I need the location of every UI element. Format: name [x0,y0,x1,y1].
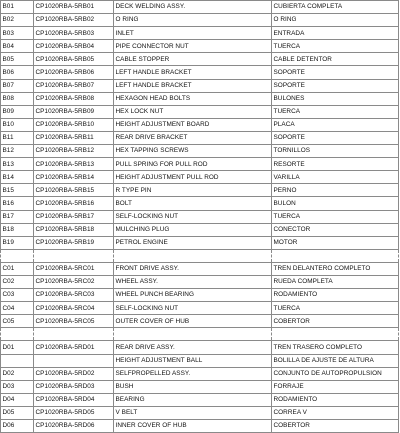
table-row [1,367,399,380]
item-code-cell: B04 [1,40,34,53]
table-row [1,27,399,40]
part-number-cell: CP1020RBA-5RD06 [34,420,114,433]
item-code-cell: B15 [1,184,34,197]
spanish-description-cell: TUERCA [272,40,399,53]
item-code-cell: B19 [1,236,34,249]
description-cell: BEARING [114,393,272,406]
spanish-description-cell: MOTOR [272,236,399,249]
part-number-cell: CP1020RBA-5RB13 [34,158,114,171]
table-row [1,79,399,92]
spanish-description-cell [272,328,399,341]
table-row [1,158,399,171]
part-number-cell: CP1020RBA-5RB01 [34,1,114,14]
item-code-cell: B13 [1,158,34,171]
item-code-cell: D02 [1,367,34,380]
description-cell: FRONT DRIVE ASSY. [114,262,272,275]
part-number-cell: CP1020RBA-5RB11 [34,131,114,144]
part-number-cell: CP1020RBA-5RB19 [34,236,114,249]
item-code-cell: B16 [1,197,34,210]
description-cell: INNER COVER OF HUB [114,420,272,433]
item-code-cell: B02 [1,14,34,27]
item-code-cell: B09 [1,105,34,118]
table-row [1,249,399,262]
description-cell: O RING [114,14,272,27]
item-code-cell: C05 [1,315,34,328]
spanish-description-cell: PLACA [272,118,399,131]
description-cell: REAR DRIVE ASSY. [114,341,272,354]
table-row [1,420,399,433]
spanish-description-cell: CABLE DETENTOR [272,53,399,66]
spanish-description-cell: RUEDA COMPLETA [272,275,399,288]
table-row [1,197,399,210]
spanish-description-cell: RODAMIENTO [272,393,399,406]
description-cell: PULL SPRING FOR PULL ROD [114,158,272,171]
item-code-cell: C01 [1,262,34,275]
description-cell: PIPE CONNECTOR NUT [114,40,272,53]
item-code-cell: B03 [1,27,34,40]
table-row [1,131,399,144]
table-row [1,406,399,419]
spanish-description-cell: SOPORTE [272,79,399,92]
item-code-cell: B17 [1,210,34,223]
description-cell: SELFPROPELLED ASSY. [114,367,272,380]
part-number-cell: CP1020RBA-5RB16 [34,197,114,210]
spanish-description-cell: FORRAJE [272,380,399,393]
spanish-description-cell: SOPORTE [272,66,399,79]
item-code-cell: B12 [1,145,34,158]
item-code-cell: B14 [1,171,34,184]
description-cell: PETROL ENGINE [114,236,272,249]
description-cell: WHEEL ASSY. [114,275,272,288]
part-number-cell: CP1020RBA-5RB15 [34,184,114,197]
table-row [1,380,399,393]
spanish-description-cell: CONJUNTO DE AUTOPROPULSION [272,367,399,380]
description-cell: SELF-LOCKING NUT [114,210,272,223]
spanish-description-cell: RESORTE [272,158,399,171]
table-row [1,354,399,367]
table-row [1,223,399,236]
table-row [1,236,399,249]
part-number-cell: CP1020RBA-5RB09 [34,105,114,118]
spanish-description-cell [272,249,399,262]
item-code-cell: C03 [1,289,34,302]
item-code-cell: B08 [1,92,34,105]
item-code-cell: D05 [1,406,34,419]
item-code-cell: B18 [1,223,34,236]
item-code-cell: B05 [1,53,34,66]
item-code-cell: B07 [1,79,34,92]
table-row [1,302,399,315]
table-row [1,53,399,66]
table-row [1,341,399,354]
part-number-cell: CP1020RBA-5RB08 [34,92,114,105]
spanish-description-cell: VARILLA [272,171,399,184]
description-cell: HEIGHT ADJUSTMENT BALL [114,354,272,367]
part-number-cell: CP1020RBA-5RB18 [34,223,114,236]
spanish-description-cell: COBERTOR [272,315,399,328]
description-cell: HEX TAPPING SCREWS [114,145,272,158]
description-cell: LEFT HANDLE BRACKET [114,66,272,79]
part-number-cell [34,354,114,367]
spanish-description-cell: TORNILLOS [272,145,399,158]
item-code-cell: D06 [1,420,34,433]
spanish-description-cell: CUBIERTA COMPLETA [272,1,399,14]
spanish-description-cell: BULON [272,197,399,210]
item-code-cell: C02 [1,275,34,288]
spanish-description-cell: O RING [272,14,399,27]
description-cell: V BELT [114,406,272,419]
part-number-cell: CP1020RBA-5RB10 [34,118,114,131]
spanish-description-cell: RODAMIENTO [272,289,399,302]
part-number-cell: CP1020RBA-5RB07 [34,79,114,92]
description-cell: SELF-LOCKING NUT [114,302,272,315]
description-cell: BOLT [114,197,272,210]
table-row [1,262,399,275]
item-code-cell [1,328,34,341]
part-number-cell: CP1020RBA-5RB04 [34,40,114,53]
item-code-cell: C04 [1,302,34,315]
spanish-description-cell: TREN TRASERO COMPLETO [272,341,399,354]
part-number-cell: CP1020RBA-5RB12 [34,145,114,158]
description-cell: WHEEL PUNCH BEARING [114,289,272,302]
table-row [1,328,399,341]
item-code-cell: B11 [1,131,34,144]
item-code-cell: B10 [1,118,34,131]
part-number-cell: CP1020RBA-5RC01 [34,262,114,275]
table-row [1,145,399,158]
description-cell: HEXAGON HEAD BOLTS [114,92,272,105]
table-row [1,66,399,79]
table-row [1,315,399,328]
description-cell: HEIGHT ADJUSTMENT BOARD [114,118,272,131]
item-code-cell: B06 [1,66,34,79]
spanish-description-cell: TUERCA [272,210,399,223]
part-number-cell: CP1020RBA-5RC03 [34,289,114,302]
part-number-cell: CP1020RBA-5RC04 [34,302,114,315]
part-number-cell: CP1020RBA-5RD05 [34,406,114,419]
description-cell: DECK WELDING ASSY. [114,1,272,14]
description-cell: BUSH [114,380,272,393]
description-cell: HEX LOCK NUT [114,105,272,118]
table-row [1,289,399,302]
table-row [1,171,399,184]
spanish-description-cell: CORREA V [272,406,399,419]
part-number-cell: CP1020RBA-5RD02 [34,367,114,380]
table-row [1,14,399,27]
item-code-cell: D04 [1,393,34,406]
description-cell: CABLE STOPPER [114,53,272,66]
table-row [1,118,399,131]
spanish-description-cell: CONECTOR [272,223,399,236]
spanish-description-cell: TREN DELANTERO COMPLETO [272,262,399,275]
part-number-cell: CP1020RBA-5RB02 [34,14,114,27]
spanish-description-cell: SOPORTE [272,131,399,144]
part-number-cell: CP1020RBA-5RC05 [34,315,114,328]
part-number-cell: CP1020RBA-5RC02 [34,275,114,288]
description-cell: INLET [114,27,272,40]
description-cell: R TYPE PIN [114,184,272,197]
table-row [1,210,399,223]
item-code-cell: B01 [1,1,34,14]
table-row [1,393,399,406]
table-row [1,275,399,288]
part-number-cell: CP1020RBA-5RD03 [34,380,114,393]
part-number-cell: CP1020RBA-5RB17 [34,210,114,223]
description-cell: LEFT HANDLE BRACKET [114,79,272,92]
part-number-cell [34,249,114,262]
description-cell: HEIGHT ADJUSTMENT PULL ROD [114,171,272,184]
part-number-cell: CP1020RBA-5RD04 [34,393,114,406]
spanish-description-cell: TUERCA [272,302,399,315]
table-row [1,1,399,14]
spanish-description-cell: BOLILLA DE AJUSTE DE ALTURA [272,354,399,367]
part-number-cell: CP1020RBA-5RB14 [34,171,114,184]
item-code-cell [1,354,34,367]
part-number-cell: CP1020RBA-5RB03 [34,27,114,40]
part-number-cell: CP1020RBA-5RB06 [34,66,114,79]
part-number-cell [34,328,114,341]
spanish-description-cell: PERNO [272,184,399,197]
table-row [1,92,399,105]
spanish-description-cell: TUERCA [272,105,399,118]
table-row [1,184,399,197]
table-row [1,40,399,53]
description-cell: OUTER COVER OF HUB [114,315,272,328]
parts-table-body [1,1,399,433]
item-code-cell: D01 [1,341,34,354]
description-cell: REAR DRIVE BRACKET [114,131,272,144]
item-code-cell: D03 [1,380,34,393]
part-number-cell: CP1020RBA-5RD01 [34,341,114,354]
description-cell [114,249,272,262]
spanish-description-cell: BULONES [272,92,399,105]
description-cell: MULCHING PLUG [114,223,272,236]
spanish-description-cell: ENTRADA [272,27,399,40]
part-number-cell: CP1020RBA-5RB05 [34,53,114,66]
description-cell [114,328,272,341]
spanish-description-cell: COBERTOR [272,420,399,433]
item-code-cell [1,249,34,262]
table-row [1,105,399,118]
